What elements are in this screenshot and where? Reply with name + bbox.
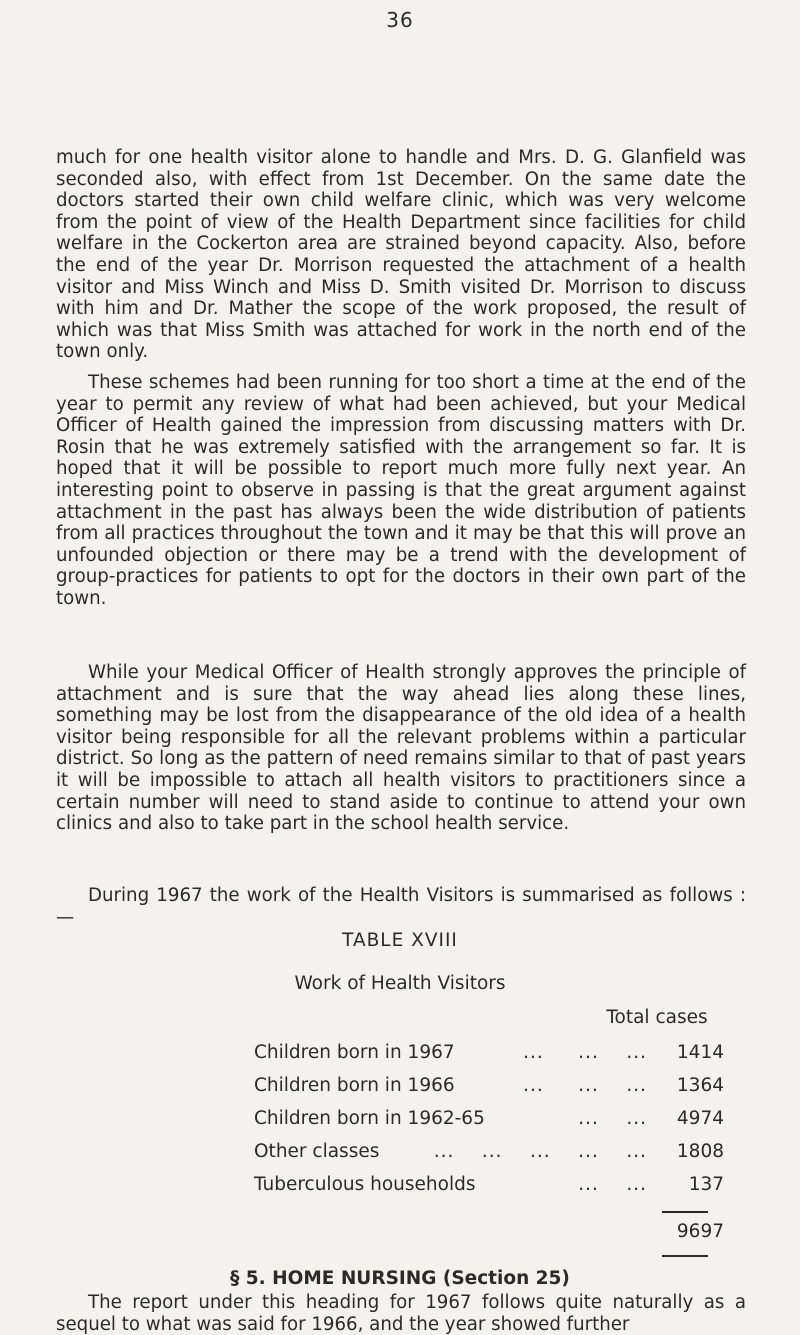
leader-dots: ... ...: [578, 1174, 647, 1195]
section-heading: § 5. HOME NURSING (Section 25): [230, 1268, 570, 1289]
table-subtitle: Work of Health Visitors: [294, 973, 506, 994]
table-title: TABLE XVIII: [342, 930, 458, 951]
rule-above-total: [662, 1211, 708, 1213]
paragraph-3: While your Medical Officer of Health strongly approves the principle of attachment and is sure that the way ahead lies along these lines, something may be lost from the disappearance of the old idea of a health visitor being responsible for all the relevant problems within a particular district. So long as the pattern of need remains similar to that of past years it will be impossible to attach all health visitors to practitioners since a certain number will need to stand aside to continue to attend your own clinics and also to take part in the school health service.: [56, 662, 746, 835]
table-row: [254, 1075, 724, 1099]
table-total: 9697: [676, 1221, 724, 1242]
row-label: Tuberculous households: [254, 1174, 480, 1195]
row-value: 1414: [676, 1042, 724, 1063]
page-number: 36: [386, 8, 414, 32]
column-header-total-cases: Total cases: [606, 1007, 708, 1028]
row-label: Other classes: [254, 1141, 383, 1162]
leader-dots: ... ... ...: [523, 1075, 647, 1096]
row-value: 1364: [676, 1075, 724, 1096]
row-value: 137: [688, 1174, 724, 1195]
table-row: [254, 1174, 724, 1198]
row-label: Children born in 1966: [254, 1075, 459, 1096]
leader-dots: ... ... ... ... ...: [433, 1141, 647, 1162]
table-row: [254, 1042, 724, 1066]
paragraph-4: During 1967 the work of the Health Visitors is summarised as follows :—: [56, 885, 746, 928]
leader-dots: ... ... ...: [523, 1042, 647, 1063]
row-label: Children born in 1967: [254, 1042, 459, 1063]
row-value: 1808: [676, 1141, 724, 1162]
table-row: [254, 1108, 724, 1132]
table-row: [254, 1141, 724, 1165]
section-text: The report under this heading for 1967 follows quite naturally as a sequel to what was said for 1966, and the year showed further: [56, 1292, 746, 1335]
row-label: Children born in 1962-65: [254, 1108, 489, 1129]
rule-below-total: [662, 1255, 708, 1257]
leader-dots: ... ...: [578, 1108, 647, 1129]
paragraph-1: much for one health visitor alone to handle and Mrs. D. G. Glanfield was seconded also, with effect from 1st December. On the same date the doctors started their own child welfare clinic, which was very welcome from the point of view of the Health Department since facilities for child welfare in the Cockerton area are strained beyond capacity. Also, before the end of the year Dr. Morrison requested the attachment of a health visitor and Miss Winch and Miss D. Smith visited Dr. Morrison to discuss with him and Dr. Mather the scope of the work proposed, the result of which was that Miss Smith was attached for work in the north end of the town only.: [56, 147, 746, 363]
paragraph-2: These schemes had been running for too short a time at the end of the year to permit any review of what had been achieved, but your Medical Officer of Health gained the impression from discussing matters with Dr. Rosin that he was extremely satisfied with the arrangement so far. It is hoped that it will be possible to report much more fully next year. An interesting point to observe in passing is that the great argument against attachment in the past has always been the wide distribution of patients from all practices throughout the town and it may be that this will prove an unfounded objection or there may be a trend with the development of group-practices for patients to opt for the doctors in their own part of the town.: [56, 372, 746, 609]
row-value: 4974: [676, 1108, 724, 1129]
